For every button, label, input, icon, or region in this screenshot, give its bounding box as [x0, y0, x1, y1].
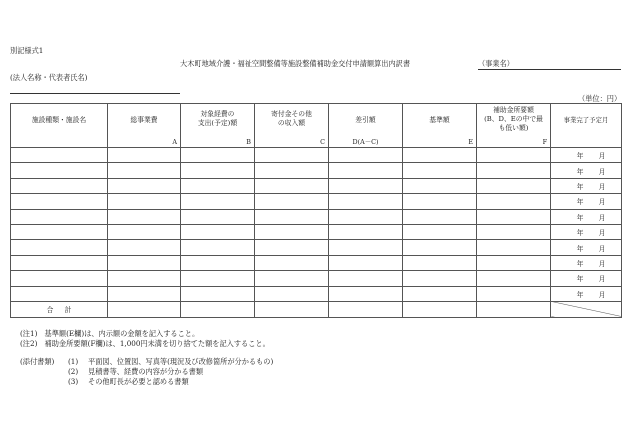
table-cell[interactable] [403, 163, 477, 178]
table-cell[interactable] [255, 163, 329, 178]
attachment-2-text: 見積書等、経費の内容が分かる書類 [88, 367, 204, 376]
table-cell[interactable] [181, 194, 255, 209]
table-cell[interactable] [181, 148, 255, 163]
total-cell[interactable] [329, 301, 403, 317]
table-cell[interactable] [108, 286, 181, 301]
table-cell[interactable] [403, 286, 477, 301]
applicant-line[interactable] [10, 93, 180, 94]
total-label-cell [11, 301, 108, 317]
year-label: 年 [576, 275, 584, 284]
table-row [11, 255, 622, 270]
table-cell[interactable] [477, 194, 551, 209]
table-cell[interactable] [11, 271, 108, 286]
table-cell[interactable] [403, 178, 477, 193]
table-cell[interactable] [108, 148, 181, 163]
year-label: 年 [576, 198, 584, 207]
table-cell[interactable] [181, 255, 255, 270]
table-row [11, 209, 622, 224]
month-label: 月 [598, 275, 606, 284]
table-cell[interactable] [255, 148, 329, 163]
table-row [11, 148, 622, 163]
table-cell[interactable] [329, 194, 403, 209]
header-difference: 差引額 D(A－C) [329, 104, 403, 148]
attachment-1-text: 平面図、位置図、写真等(現況及び改修箇所が分かるもの) [88, 357, 274, 366]
table-cell[interactable] [329, 255, 403, 270]
month-label: 月 [598, 213, 606, 222]
table-row [11, 240, 622, 255]
attachment-2-num: (2) [68, 367, 79, 376]
project-name-label: （事業名） [478, 59, 514, 68]
table-cell[interactable] [108, 224, 181, 239]
table-cell[interactable] [181, 224, 255, 239]
table-cell[interactable] [477, 286, 551, 301]
year-label: 年 [576, 167, 584, 176]
header-standard-amount: 基準額 E [403, 104, 477, 148]
table-cell[interactable] [11, 194, 108, 209]
total-cell[interactable] [403, 301, 477, 317]
table-cell[interactable] [181, 178, 255, 193]
completion-month-cell[interactable] [551, 286, 622, 301]
completion-month-cell[interactable] [551, 240, 622, 255]
year-label: 年 [576, 182, 584, 191]
table-cell[interactable] [403, 194, 477, 209]
breakdown-table [10, 103, 622, 318]
total-cell[interactable] [108, 301, 181, 317]
table-cell[interactable] [255, 194, 329, 209]
table-cell[interactable] [11, 255, 108, 270]
table-cell[interactable] [108, 163, 181, 178]
table-cell[interactable] [477, 148, 551, 163]
month-label: 月 [598, 167, 606, 176]
table-cell[interactable] [108, 271, 181, 286]
year-label: 年 [576, 244, 584, 253]
table-cell[interactable] [11, 240, 108, 255]
table-cell[interactable] [403, 271, 477, 286]
table-cell[interactable] [255, 240, 329, 255]
attachment-1-num: (1) [68, 357, 79, 366]
table-cell[interactable] [477, 271, 551, 286]
total-cell[interactable] [255, 301, 329, 317]
year-label: 年 [576, 213, 584, 222]
attachment-3-text: その他町長が必要と認める書類 [88, 377, 189, 386]
table-cell[interactable] [255, 178, 329, 193]
table-cell[interactable] [11, 178, 108, 193]
table-cell[interactable] [477, 240, 551, 255]
table-row [11, 163, 622, 178]
table-cell[interactable] [255, 209, 329, 224]
total-label-right: 計 [64, 306, 72, 315]
attachments-label: (添付書類) [20, 357, 55, 366]
header-facility: 施設種類・施設名 [11, 104, 108, 148]
table-cell[interactable] [181, 271, 255, 286]
unit-label: （単位：円） [578, 94, 622, 103]
completion-month-cell[interactable] [551, 163, 622, 178]
table-cell[interactable] [403, 148, 477, 163]
table-cell[interactable] [329, 209, 403, 224]
table-cell[interactable] [329, 224, 403, 239]
table-cell[interactable] [108, 194, 181, 209]
table-cell[interactable] [181, 209, 255, 224]
table-cell[interactable] [108, 240, 181, 255]
completion-month-cell[interactable] [551, 209, 622, 224]
table-cell[interactable] [329, 286, 403, 301]
project-name-line[interactable] [478, 69, 621, 70]
table-cell[interactable] [181, 240, 255, 255]
table-cell[interactable] [255, 271, 329, 286]
table-cell[interactable] [403, 209, 477, 224]
month-label: 月 [598, 182, 606, 191]
header-completion-month: 事業完了予定月 [551, 104, 622, 148]
completion-month-cell[interactable] [551, 224, 622, 239]
applicant-label: (法人名称・代表者氏名) [10, 73, 88, 82]
table-cell[interactable] [329, 163, 403, 178]
table-cell[interactable] [477, 209, 551, 224]
table-row [11, 286, 622, 301]
table-cell[interactable] [403, 255, 477, 270]
total-cell[interactable] [477, 301, 551, 317]
month-label: 月 [598, 259, 606, 268]
header-target-expense: 対象経費の 支出(予定)額 B [181, 104, 255, 148]
total-label-left: 合 [46, 306, 54, 315]
table-header-row [11, 104, 622, 148]
table-cell[interactable] [477, 255, 551, 270]
table-cell[interactable] [329, 240, 403, 255]
year-label: 年 [576, 152, 584, 161]
total-diagonal-cell [551, 301, 622, 317]
note-1: (注1) 基準額(E欄)は、内示額の金額を記入すること。 [20, 329, 200, 338]
table-cell[interactable] [329, 148, 403, 163]
completion-month-cell[interactable] [551, 194, 622, 209]
completion-month-cell[interactable] [551, 255, 622, 270]
table-cell[interactable] [477, 224, 551, 239]
table-cell[interactable] [255, 224, 329, 239]
table-cell[interactable] [329, 271, 403, 286]
header-subsidy-required: 補助金所要額 (B、D、Eの中で最 も低い額) F [477, 104, 551, 148]
attachment-3-num: (3) [68, 377, 79, 386]
table-cell[interactable] [108, 255, 181, 270]
month-label: 月 [598, 198, 606, 207]
table-row [11, 224, 622, 239]
completion-month-cell[interactable] [551, 271, 622, 286]
total-cell[interactable] [181, 301, 255, 317]
table-cell[interactable] [255, 255, 329, 270]
table-cell[interactable] [181, 163, 255, 178]
table-cell[interactable] [11, 163, 108, 178]
table-cell[interactable] [477, 163, 551, 178]
table-cell[interactable] [11, 148, 108, 163]
total-row [11, 301, 622, 317]
table-cell[interactable] [108, 209, 181, 224]
table-cell[interactable] [403, 224, 477, 239]
table-cell[interactable] [255, 286, 329, 301]
table-cell[interactable] [11, 209, 108, 224]
table-cell[interactable] [403, 240, 477, 255]
month-label: 月 [598, 229, 606, 238]
form-id: 別記様式1 [10, 46, 44, 55]
table-cell[interactable] [108, 178, 181, 193]
page-title: 大木町地域介護・福祉空間整備等施設整備補助金交付申請額算出内訳書 [180, 59, 411, 68]
year-label: 年 [576, 290, 584, 299]
header-total-cost: 総事業費 A [108, 104, 181, 148]
month-label: 月 [598, 244, 606, 253]
table-row [11, 271, 622, 286]
table-cell[interactable] [477, 178, 551, 193]
month-label: 月 [598, 290, 606, 299]
table-row [11, 194, 622, 209]
table-cell[interactable] [329, 178, 403, 193]
table-cell[interactable] [181, 286, 255, 301]
table-cell[interactable] [11, 286, 108, 301]
month-label: 月 [598, 152, 606, 161]
table-row [11, 178, 622, 193]
completion-month-cell[interactable] [551, 148, 622, 163]
completion-month-cell[interactable] [551, 178, 622, 193]
note-2: (注2) 補助金所要額(F欄)は、1,000円未満を切り捨てた額を記入すること。 [20, 339, 270, 348]
header-donations: 寄付金その他 の収入額 C [255, 104, 329, 148]
year-label: 年 [576, 259, 584, 268]
year-label: 年 [576, 229, 584, 238]
table-cell[interactable] [11, 224, 108, 239]
